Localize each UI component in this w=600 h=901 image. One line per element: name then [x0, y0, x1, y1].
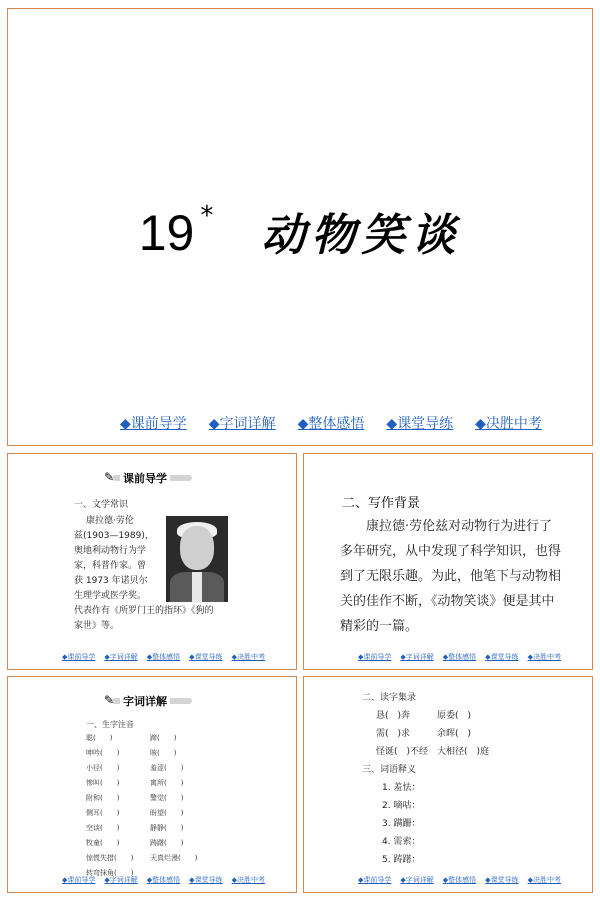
vocab-slide	[7, 676, 297, 893]
section-heading: 一、生字注音	[86, 720, 134, 729]
nav-link-vocab[interactable]: ◆ 字词详解	[104, 652, 137, 662]
list-item: 附和( )	[86, 794, 120, 802]
lesson-name: 动物笑谈	[261, 210, 462, 261]
list-item: 天真烂漫( )	[150, 854, 198, 862]
nav-link-overall[interactable]: ◆ 整体感悟	[147, 652, 180, 662]
nav-link-overall[interactable]: ◆ 整体感悟	[443, 652, 476, 662]
list-item: 小径( )	[86, 764, 120, 772]
pen-icon: ✎	[104, 693, 115, 707]
nav-link-vocab[interactable]: ◆ 字词详解	[209, 413, 276, 433]
nav-link-preview[interactable]: ◆ 课前导学	[358, 652, 391, 662]
nav-link-practice[interactable]: ◆ 课堂导练	[386, 413, 453, 433]
list-item: 侧耳( )	[86, 809, 120, 817]
list-item: 5. 踌躇：	[382, 855, 421, 865]
nav-link-practice[interactable]: ◆ 课堂导练	[485, 875, 518, 885]
nav-link-exam[interactable]: ◆ 决胜中考	[528, 875, 561, 885]
lesson-title	[8, 199, 592, 263]
list-item: 寓所( )	[150, 779, 184, 787]
section-heading: 二、写作背景	[342, 496, 421, 511]
nav-link-practice[interactable]: ◆ 课堂导练	[189, 875, 222, 885]
list-item: 怪诞( )不经 大相径( )庭	[376, 747, 490, 757]
nav-link-practice[interactable]: ◆ 课堂导练	[189, 652, 222, 662]
section-heading: 三、词语释义	[362, 765, 417, 775]
exercise-list	[362, 689, 489, 869]
list-item: 2. 嘀咕：	[382, 801, 421, 811]
title-slide	[7, 8, 593, 446]
nav-link-exam[interactable]: ◆ 决胜中考	[232, 875, 265, 885]
bio-line: 康拉德·劳伦	[86, 516, 134, 526]
nav-link-vocab[interactable]: ◆ 字词详解	[104, 875, 137, 885]
nav-link-practice[interactable]: ◆ 课堂导练	[485, 652, 518, 662]
list-item: 蹄( )	[150, 734, 177, 742]
list-item: 恳( )奔 原委( )	[376, 711, 472, 721]
bio-line: 代表作有《所罗门王的指环》《狗的	[74, 606, 214, 616]
list-item: 咳( )	[150, 749, 177, 757]
section-heading: 二、读字集录	[362, 693, 417, 703]
list-item: 惨叫( )	[86, 779, 120, 787]
nav-link-overall[interactable]: ◆ 整体感悟	[147, 875, 180, 885]
list-item: 空谈( )	[86, 824, 120, 832]
nav-link-exam[interactable]: ◆ 决胜中考	[232, 652, 265, 662]
list-item: 盼望( )	[150, 809, 184, 817]
preview-slide	[7, 453, 297, 670]
list-item: 警觉( )	[150, 794, 184, 802]
nav-link-preview[interactable]: ◆ 课前导学	[358, 875, 391, 885]
background-slide	[303, 453, 593, 670]
bio-line: 家世》等。	[74, 621, 120, 631]
exercise-slide	[303, 676, 593, 893]
list-item: 呻吟( )	[86, 749, 120, 757]
section-banner	[104, 693, 194, 709]
author-photo	[166, 516, 228, 602]
bio-line: 家，科普作家。曾	[74, 561, 147, 571]
list-item: 转弯抹角( )	[86, 869, 134, 877]
list-item: 1. 羞怯：	[382, 783, 421, 793]
list-item: 惊慌失措( )	[86, 854, 134, 862]
bio-line: 生理学或医学奖。	[74, 591, 147, 601]
list-item: 静静( )	[150, 824, 184, 832]
section-banner	[104, 470, 194, 486]
list-item: 羞涩( )	[150, 764, 184, 772]
nav-link-overall[interactable]: ◆ 整体感悟	[443, 875, 476, 885]
background-paragraph: 康拉德·劳伦兹对动物行为进行了多年研究，从中发现了科学知识，也得到了无限乐趣。为此，他笔下与动物相关的佳作不断，《动物笑谈》便是其中精彩的一篇。	[340, 519, 562, 634]
bio-line: 奥地利动物行为学	[74, 546, 147, 556]
list-item: 牧童( )	[86, 839, 120, 847]
nav-link-vocab[interactable]: ◆ 字词详解	[400, 875, 433, 885]
slide-nav	[358, 875, 570, 885]
list-item: 聪( )	[86, 734, 113, 742]
list-item: 需( )求 余晖( )	[376, 729, 472, 739]
banner-title: 课前导学	[120, 470, 170, 486]
self-study-mark: *	[200, 201, 214, 231]
nav-link-overall[interactable]: ◆ 整体感悟	[298, 413, 365, 433]
slide-nav	[120, 413, 564, 433]
list-item: 4. 需索：	[382, 837, 421, 847]
nav-link-vocab[interactable]: ◆ 字词详解	[400, 652, 433, 662]
pen-icon: ✎	[104, 470, 115, 484]
list-item: 3. 蹒跚：	[382, 819, 421, 829]
nav-link-exam[interactable]: ◆ 决胜中考	[475, 413, 542, 433]
section-heading: 一、文学常识	[74, 500, 129, 510]
nav-link-preview[interactable]: ◆ 课前导学	[62, 875, 95, 885]
slide-nav	[62, 875, 274, 885]
nav-link-preview[interactable]: ◆ 课前导学	[120, 413, 187, 433]
banner-title: 字词详解	[120, 693, 170, 709]
list-item: 踌躇( )	[150, 839, 184, 847]
pinyin-list	[86, 733, 212, 878]
slide-nav	[358, 652, 570, 662]
nav-link-preview[interactable]: ◆ 课前导学	[62, 652, 95, 662]
bio-line: 获 1973 年诺贝尔	[74, 576, 148, 586]
nav-link-exam[interactable]: ◆ 决胜中考	[528, 652, 561, 662]
slide-nav	[62, 652, 274, 662]
bio-line: 兹(1903—1989)，	[74, 531, 154, 541]
lesson-number: 19	[138, 205, 195, 261]
